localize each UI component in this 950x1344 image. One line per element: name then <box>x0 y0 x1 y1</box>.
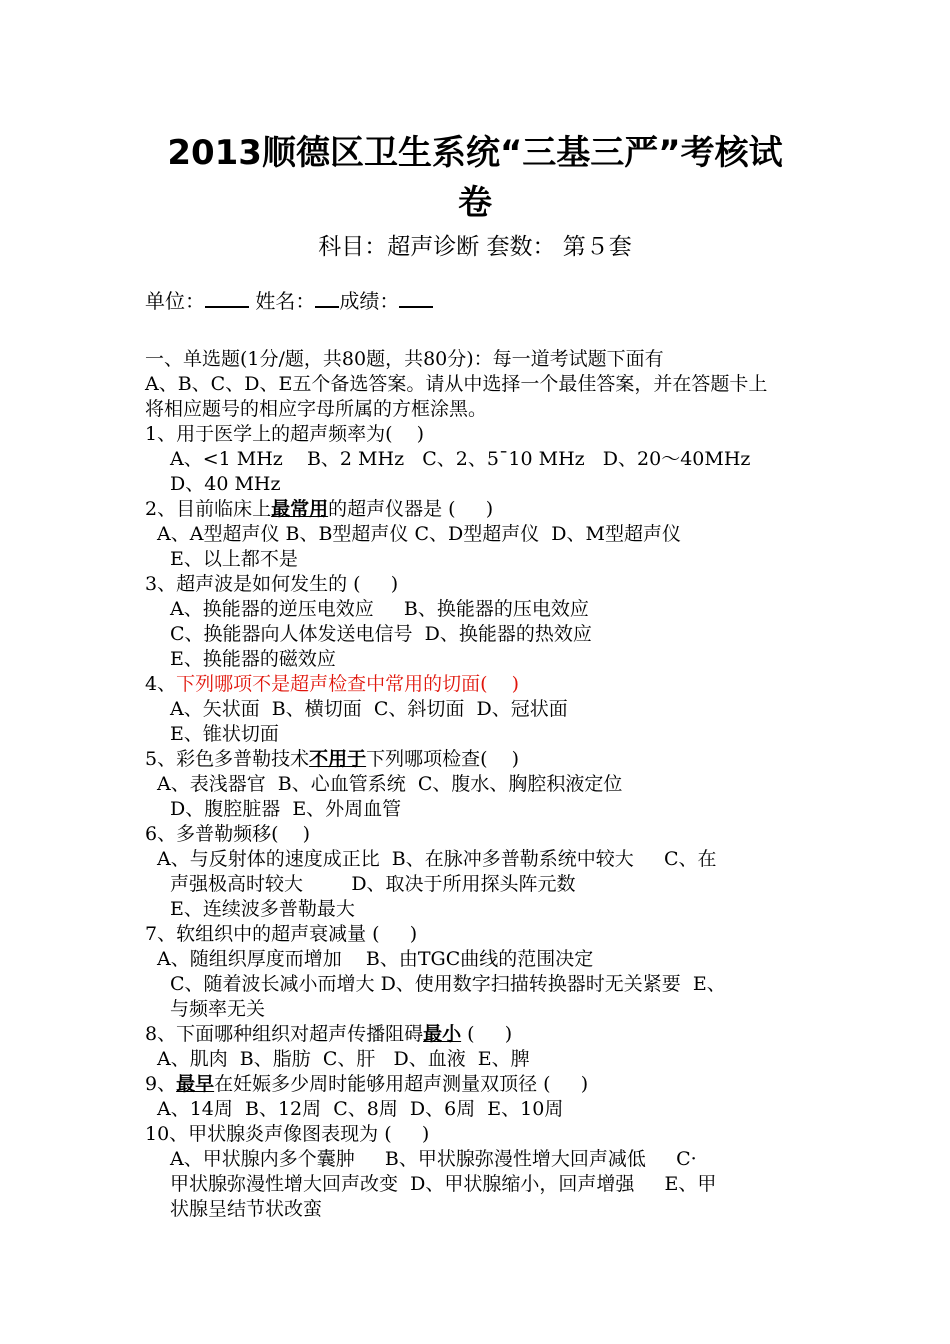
page-title <box>140 128 810 228</box>
question-4-stem <box>145 672 519 697</box>
question-10-options-1: A、甲状腺内多个囊肿 B、甲状腺弥漫性增大回声减低 C· <box>170 1148 697 1170</box>
question-4-options-1: A、矢状面 B、横切面 C、斜切面 D、冠状面 <box>170 698 568 720</box>
question-6-options-1: A、与反射体的速度成正比 B、在脉冲多普勒系统中较大 C、在 <box>157 848 717 870</box>
q9-post: 在妊娠多少周时能够用超声测量双顶径 ( ) <box>214 1073 589 1095</box>
question-6-stem: 6、多普勒频移( ) <box>145 823 311 845</box>
q4-number: 4、 <box>145 673 177 695</box>
question-3-stem: 3、超声波是如何发生的 ( ) <box>145 573 399 595</box>
q5-post: 下列哪项检查( ) <box>366 748 520 770</box>
question-5-options-2: D、腹腔脏器 E、外周血管 <box>170 798 402 820</box>
question-2-stem <box>145 497 493 522</box>
info-line <box>145 288 433 314</box>
question-9-options-1: A、14周 B、12周 C、8周 D、6周 E、10周 <box>157 1098 564 1120</box>
question-1-options-1: A、<1 MHz B、2 MHz C、2、5¯10 MHz D、20～40MHz <box>170 448 751 470</box>
q2-emphasis: 最常用 <box>271 498 329 520</box>
question-6-options-3: E、连续波多普勒最大 <box>170 898 355 920</box>
question-8-options-1: A、肌肉 B、脂肪 C、肝 D、血液 E、脾 <box>157 1048 530 1070</box>
score-blank <box>399 288 433 308</box>
question-10-options-3: 状腺呈结节状改蛮 <box>170 1198 323 1220</box>
question-6-options-2: 声强极高时较大 D、取决于所用探头阵元数 <box>170 873 576 895</box>
question-3-options-1: A、换能器的逆压电效应 B、换能器的压电效应 <box>170 598 589 620</box>
question-1-stem: 1、用于医学上的超声频率为( ) <box>145 423 425 445</box>
question-9-stem <box>145 1072 588 1097</box>
question-5-options-1: A、表浅器官 B、心血管系统 C、腹水、胸腔积液定位 <box>157 773 623 795</box>
title-line-2: 卷 <box>458 183 492 223</box>
q9-emphasis: 最早 <box>176 1073 215 1095</box>
q8-emphasis: 最小 <box>423 1023 462 1045</box>
name-label: 姓名： <box>255 289 316 313</box>
question-4-options-2: E、锥状切面 <box>170 723 279 745</box>
question-3-options-3: E、换能器的磁效应 <box>170 648 336 670</box>
score-label: 成绩： <box>339 289 400 313</box>
question-7-options-1: A、随组织厚度而增加 B、由TGC曲线的范围决定 <box>157 948 594 970</box>
title-line-1: 2013顺德区卫生系统“三基三严”考核试 <box>167 133 783 173</box>
question-8-stem <box>145 1022 512 1047</box>
question-5-stem <box>145 747 519 772</box>
instructions-line-2: A、B、C、D、E五个备选答案。请从中选择一个最佳答案，并在答题卡上 <box>145 373 768 395</box>
question-7-stem: 7、软组织中的超声衰减量 ( ) <box>145 923 418 945</box>
question-10-stem: 10、甲状腺炎声像图表现为 ( ) <box>145 1123 430 1145</box>
question-2-options-2: E、以上都不是 <box>170 548 298 570</box>
q9-pre: 9、 <box>145 1073 177 1095</box>
question-7-options-3: 与频率无关 <box>170 998 266 1020</box>
question-3-options-2: C、换能器向人体发送电信号 D、换能器的热效应 <box>170 623 592 645</box>
instructions-line-1: 一、单选题(1分/题，共80题，共80分)：每一道考试题下面有 <box>145 348 664 370</box>
question-10-options-2: 甲状腺弥漫性增大回声改变 D、甲状腺缩小，回声增强 E、甲 <box>170 1173 717 1195</box>
question-2-options-1: A、A型超声仪 B、B型超声仪 C、D型超声仪 D、M型超声仪 <box>157 523 681 545</box>
name-blank <box>315 288 339 308</box>
q2-post: 的超声仪器是 ( ) <box>328 498 494 520</box>
q5-pre: 5、彩色多普勒技术 <box>145 748 310 770</box>
q5-emphasis: 不用于 <box>309 748 367 770</box>
q4-stem-red: 下列哪项不是超声检查中常用的切面( ) <box>176 673 520 695</box>
question-7-options-2: C、随着波长减小而增大 D、使用数字扫描转换器时无关紧要 E、 <box>170 973 726 995</box>
subject-line: 科目：超声诊断 套数： 第５套 <box>318 234 632 260</box>
instructions-line-3: 将相应题号的相应字母所属的方框涂黑。 <box>145 398 488 420</box>
q2-pre: 2、目前临床上 <box>145 498 272 520</box>
unit-blank <box>205 288 249 308</box>
q8-pre: 8、下面哪种组织对超声传播阻碍 <box>145 1023 424 1045</box>
q8-post: ( ) <box>461 1023 513 1045</box>
question-1-options-2: D、40 MHz <box>170 473 281 495</box>
unit-label: 单位： <box>145 289 205 313</box>
